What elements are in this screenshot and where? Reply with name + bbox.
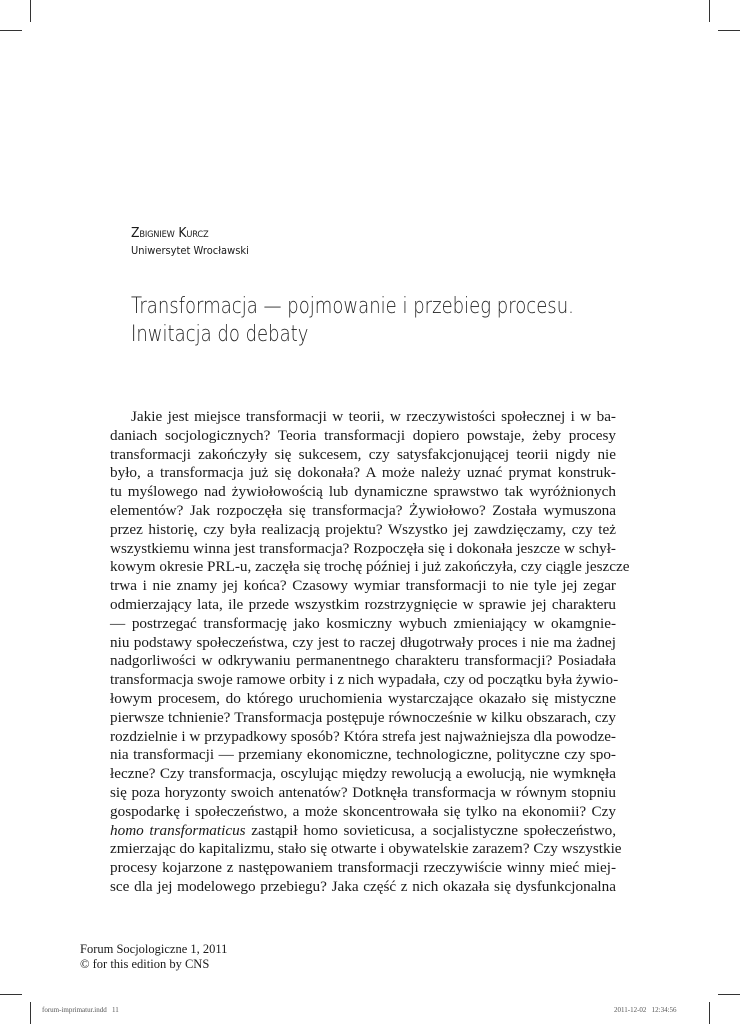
crop-mark <box>30 1002 31 1024</box>
body-line: niu podstawy społeczeństwa, czy jest to raczej długotrwały proces i nie ma żadnej <box>110 633 616 651</box>
body-line: łowym procesem, do którego uruchomienia wystarczające okazało się mistyczne <box>110 689 616 707</box>
italic-phrase: homo transformaticus <box>110 821 246 839</box>
author-name: Zbigniew Kurcz <box>131 225 209 241</box>
body-line: łeczne? Czy transformacja, oscylując między rewolucją a ewolucją, nie wymknęła <box>110 765 616 783</box>
crop-mark <box>718 30 740 31</box>
crop-mark <box>30 0 31 22</box>
body-line: zmierzając do kapitalizmu, stało się otwarte i obywatelskie zarazem? Czy wszystkie <box>110 840 622 858</box>
body-line: gospodarkę i społeczeństwo, a może skoncentrowała się tylko na ekonomii? Czy <box>110 802 616 820</box>
body-line: transformacji zakończyły się sukcesem, czy satysfakcjonującej teorii nigdy nie <box>110 445 616 463</box>
body-line: rozdzielnie i w przypadkowy sposób? Która strefa jest najważniejsza dla powodze- <box>110 727 616 745</box>
article-title <box>131 293 574 349</box>
article-body <box>110 408 630 897</box>
body-line: nadgorliwości w odkrywaniu permanentnego charakteru transformacji? Posiadała <box>110 652 616 670</box>
journal-info: Forum Socjologiczne 1, 2011 <box>80 942 228 956</box>
body-line: elementów? Jak rozpoczęła się transformacja? Żywiołowo? Została wymuszona <box>110 501 616 519</box>
body-line: sce dla jej modelowego przebiegu? Jaka część z nich okazała się dysfunkcjonalna <box>110 877 616 895</box>
slug-filename: forum-imprimatur.indd 11 <box>42 1006 119 1014</box>
page-footer <box>80 942 227 972</box>
body-line: Jakie jest miejsce transformacji w teorii, w rzeczywistości społecznej i w ba- <box>131 408 616 425</box>
body-line: odmierzający lata, ile przede wszystkim rozstrzygnięcie w sprawie jej charakteru <box>110 595 616 613</box>
crop-mark <box>709 0 710 22</box>
body-line: procesy kojarzone z następowaniem transformacji rzeczywiście winny mieć miej- <box>110 859 616 877</box>
title-line: Transformacja — pojmowanie i przebieg procesu. <box>131 294 574 319</box>
author-affiliation: Uniwersytet Wrocławski <box>131 244 249 257</box>
crop-mark <box>0 30 22 31</box>
body-line: się poza horyzonty swoich antenatów? Dotknęła transformacja w równym stopniu <box>110 783 616 801</box>
copyright-info: © for this edition by CNS <box>80 957 210 971</box>
slug-timestamp: 2011-12-02 12:34:56 <box>614 1006 677 1014</box>
body-line: daniach socjologicznych? Teoria transformacji dopiero powstaje, żeby procesy <box>110 426 616 444</box>
crop-mark <box>0 994 22 995</box>
body-line-rest: zastąpił homo sovieticusa, a socjalistyczne społeczeństwo, <box>245 821 616 839</box>
body-line: wszystkiemu winna jest transformacja? Rozpoczęła się i dokonała jeszcze w schył- <box>110 539 616 557</box>
body-line: kowym okresie PRL-u, zaczęła się trochę później i już zakończyła, czy ciągle jeszcze <box>110 558 630 576</box>
body-line-italic <box>110 822 616 841</box>
crop-mark <box>718 994 740 995</box>
body-line: było, a transformacja już się dokonała? A może należy uznać prymat konstruk- <box>110 464 616 482</box>
body-line: transformacja swoje ramowe orbity i z nich wypadała, czy od początku była żywio- <box>110 671 619 689</box>
title-line: Inwitacja do debaty <box>131 322 309 347</box>
body-line: trwa i nie znamy jej końca? Czasowy wymiar transformacji to nie tyle jej zegar <box>110 577 616 595</box>
crop-mark <box>709 1002 710 1024</box>
body-line: nia transformacji — przemiany ekonomiczne, technologiczne, polityczne czy spo- <box>110 746 616 764</box>
body-line: przez historię, czy była realizacją projektu? Wszystko jej zawdzięczamy, czy też <box>110 520 616 538</box>
body-line: tu myślowego nad żywiołowością lub dynamiczne sprawstwo tak wyróżnionych <box>110 483 616 501</box>
body-line: — postrzegać transformację jako kosmiczny wybuch zmieniający w okamgnie- <box>110 614 616 632</box>
body-line: pierwsze tchnienie? Transformacja postępuje równocześnie w kilku obszarach, czy <box>110 708 616 726</box>
